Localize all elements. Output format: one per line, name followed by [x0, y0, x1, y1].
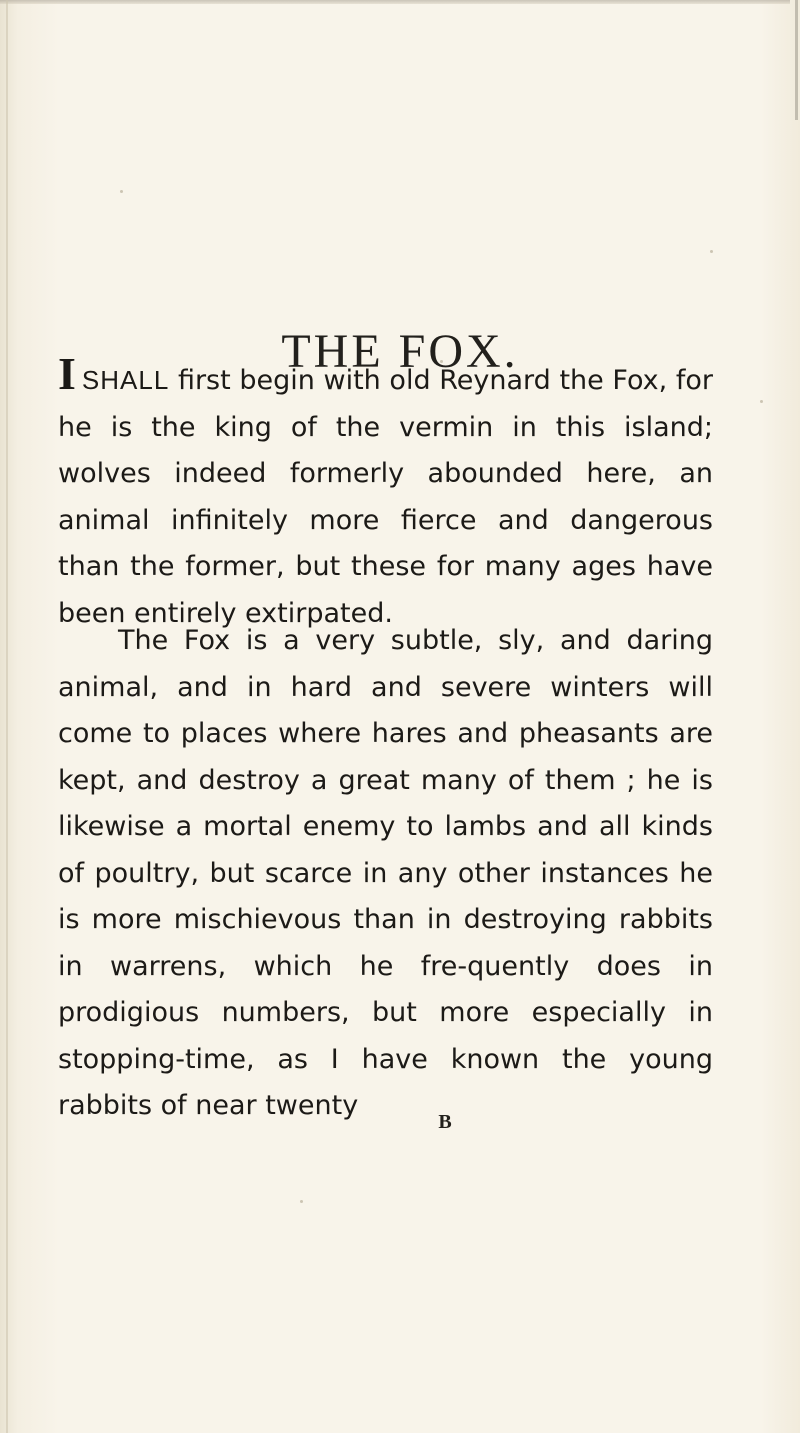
page-left-edge — [6, 0, 8, 1433]
chapter-title: THE FOX. — [281, 325, 519, 379]
paper-speck — [710, 250, 713, 253]
paragraph-2: The Fox is a very subtle, sly, and daring animal, and in hard and severe winters will come to places where hares and pheasants are kept, and destroy a great many of them ; he is likewise a mortal enemy to lambs and all kinds of poultry, but scarce in any other instances he is more mischievous than in destroying rabbits in warrens, which he fre-quently does in prodigious numbers, but more especially in stopping-time, as I have known the young rabbits of near twenty — [58, 625, 713, 1121]
paper-speck — [120, 190, 123, 193]
page-right-edge — [795, 0, 798, 120]
paragraph-1 — [58, 348, 713, 637]
drop-cap: I — [58, 348, 76, 399]
signature-mark: B — [438, 1111, 452, 1133]
paper-speck — [300, 1200, 303, 1203]
paper-speck — [760, 400, 763, 403]
paragraph-1-text: first begin with old Reynard the Fox, for he is the king of the vermin in this island; wolves indeed formerly abounded here, an animal infinitely more fierce and dangerous than the former, but these for many ages have been entirely extirpated. — [58, 365, 713, 629]
lead-word: SHALL — [81, 365, 170, 395]
page-top-edge — [0, 0, 790, 4]
